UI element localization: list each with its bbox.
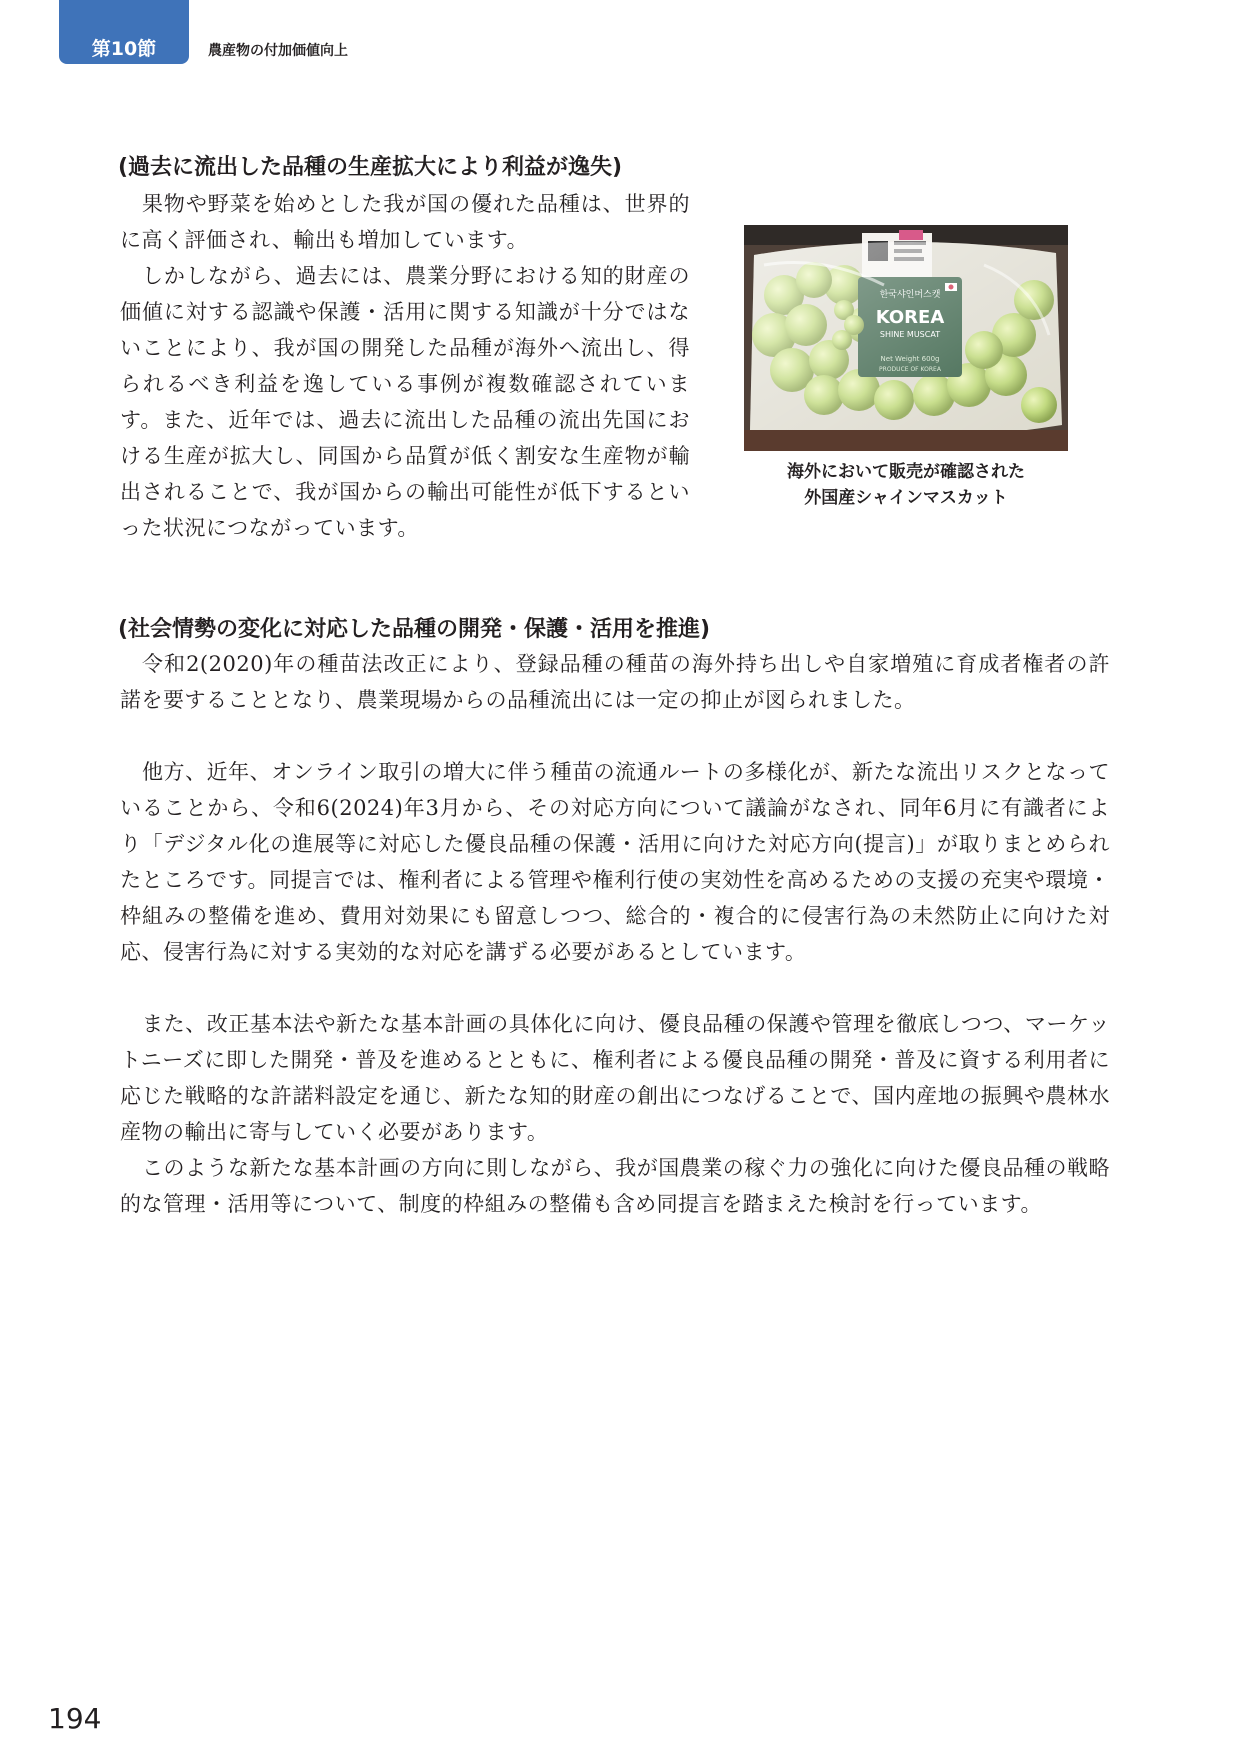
figure-caption-line-1: 海外において販売が確認された	[787, 462, 1025, 482]
section1-paragraph-2: しかしながら、過去には、農業分野における知的財産の価値に対する認識や保護・活用に関する知識が十分ではないことにより、我が国の開発した品種が海外へ流出し、得られるべき利益を逸している事例が複数確認されています。また、近年では、過去に流出した品種の流出先国における生産が拡大し、同国から品質が低く割安な生産物が輸出されることで、我が国からの輸出可能性が低下するといった状況につながっています。	[120, 264, 690, 540]
figure-caption-line-2: 外国産シャインマスカット	[804, 488, 1008, 508]
section1-heading: (過去に流出した品種の生産拡大により利益が逸失)	[118, 155, 623, 180]
section2-paragraph-2: 他方、近年、オンライン取引の増大に伴う種苗の流通ルートの多様化が、新たな流出リスクとなっていることから、令和6(2024)年3月から、その対応方向について議論がなされ、同年6月に有識者により「デジタル化の進展等に対応した優良品種の保護・活用に向けた対応方向(提言)」が取りまとめられたところです。同提言では、権利者による管理や権利行使の実効性を高めるための支援の充実や環境・枠組みの整備を進め、費用対効果にも留意しつつ、総合的・複合的に侵害行為の未然防止に向けた対応、侵害行為に対する実効的な対応を講ずる必要があるとしています。	[120, 760, 1110, 964]
page-number: 194	[48, 1702, 102, 1735]
chapter-title: 農産物の付加価値向上	[208, 43, 348, 59]
section2-paragraph-4: このような新たな基本計画の方向に則しながら、我が国農業の稼ぐ力の強化に向けた優良品種の戦略的な管理・活用等について、制度的枠組みの整備も含め同提言を踏まえた検討を行っています。	[120, 1156, 1110, 1216]
section-number-tab	[59, 0, 189, 64]
section2-paragraph-1: 令和2(2020)年の種苗法改正により、登録品種の種苗の海外持ち出しや自家増殖に育成者権者の許諾を要することとなり、農業現場からの品種流出には一定の抑止が図られました。	[120, 652, 1110, 712]
section2-heading: (社会情勢の変化に対応した品種の開発・保護・活用を推進)	[118, 617, 711, 642]
section-number-label: 第10節	[91, 38, 157, 60]
figure-caption	[745, 459, 1067, 511]
section1-paragraph-1: 果物や野菜を始めとした我が国の優れた品種は、世界的に高く評価され、輸出も増加しています。	[120, 192, 690, 252]
shine-muscat-photo	[744, 225, 1068, 451]
section2-paragraph-3: また、改正基本法や新たな基本計画の具体化に向け、優良品種の保護や管理を徹底しつつ、マーケットニーズに即した開発・普及を進めるとともに、権利者による優良品種の開発・普及に資する利用者に応じた戦略的な許諾料設定を通じ、新たな知的財産の創出につなげることで、国内産地の振興や農林水産物の輸出に寄与していく必要があります。	[120, 1012, 1110, 1144]
